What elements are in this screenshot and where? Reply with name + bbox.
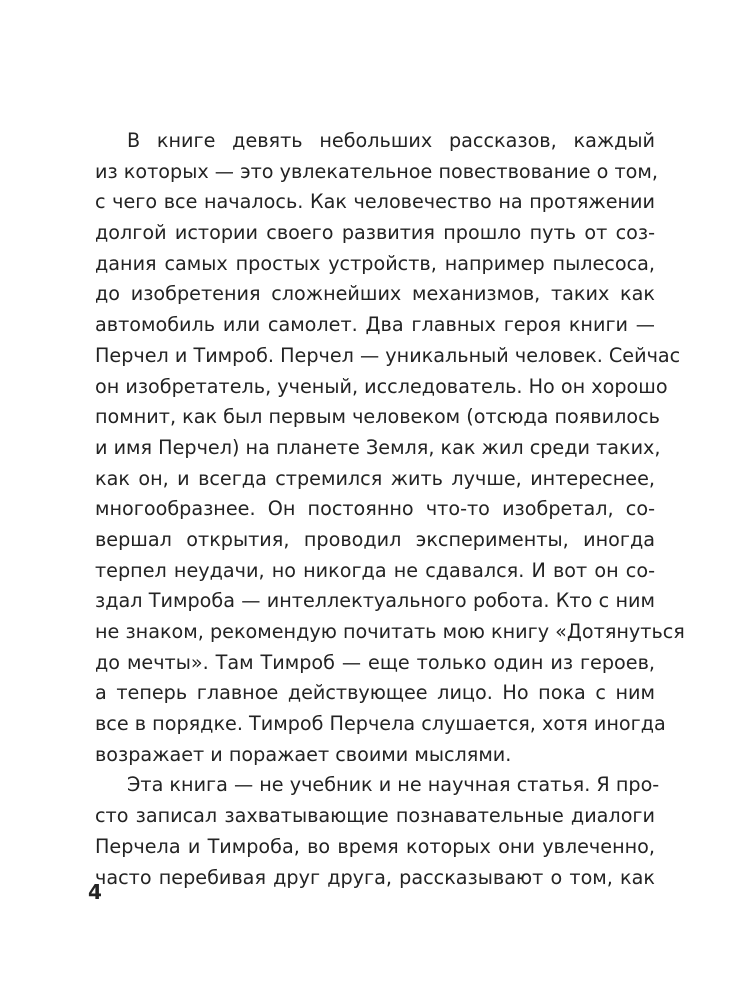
text-line: дания самых простых устройств, например пылесоса, <box>95 251 655 275</box>
text-line: как он, и всегда стремился жить лучше, интереснее, <box>95 466 655 490</box>
text-line: долгой истории своего развития прошло путь от соз- <box>95 221 655 245</box>
text-line: из которых — это увлекательное повествование о том, <box>95 159 658 183</box>
text-line: а теперь главное действующее лицо. Но пока с ним <box>95 681 655 705</box>
text-line: и имя Перчел) на планете Земля, как жил среди таких, <box>95 435 661 459</box>
text-line: все в порядке. Тимроб Перчела слушается, хотя иногда <box>95 712 666 736</box>
text-line: сто записал захватывающие познавательные диалоги <box>95 804 655 828</box>
body-text <box>95 126 685 893</box>
text-line: он изобретатель, ученый, исследователь. Но он хорошо <box>95 374 668 398</box>
text-line: часто перебивая друг друга, рассказывают о том, как <box>95 865 655 889</box>
text-line: Эта книга — не учебник и не научная статья. Я про- <box>127 773 660 797</box>
text-line: автомобиль или самолет. Два главных героя книги — <box>95 313 655 337</box>
text-line: здал Тимроба — интеллектуального робота. Кто с ним <box>95 589 655 613</box>
text-line: В книге девять небольших рассказов, каждый <box>127 129 655 152</box>
page-number: 4 <box>88 880 102 904</box>
text-line: до мечты». Там Тимроб — еще только один из героев, <box>95 650 655 674</box>
text-line: Перчела и Тимроба, во время которых они увлеченно, <box>95 834 655 858</box>
text-line: помнит, как был первым человеком (отсюда появилось <box>95 405 660 429</box>
text-line: Перчел и Тимроб. Перчел — уникальный человек. Сейчас <box>95 343 681 367</box>
text-line: не знаком, рекомендую почитать мою книгу «Дотянуться <box>95 620 685 643</box>
text-line: терпел неудачи, но никогда не сдавался. И вот он со- <box>95 558 655 582</box>
text-line: вершал открытия, проводил эксперименты, иногда <box>95 527 655 551</box>
text-line: до изобретения сложнейших механизмов, таких как <box>95 282 655 306</box>
text-line: с чего все началось. Как человечество на протяжении <box>95 190 655 214</box>
text-line: многообразнее. Он постоянно что-то изобретал, со- <box>95 497 655 521</box>
text-line: возражает и поражает своими мыслями. <box>95 742 512 766</box>
